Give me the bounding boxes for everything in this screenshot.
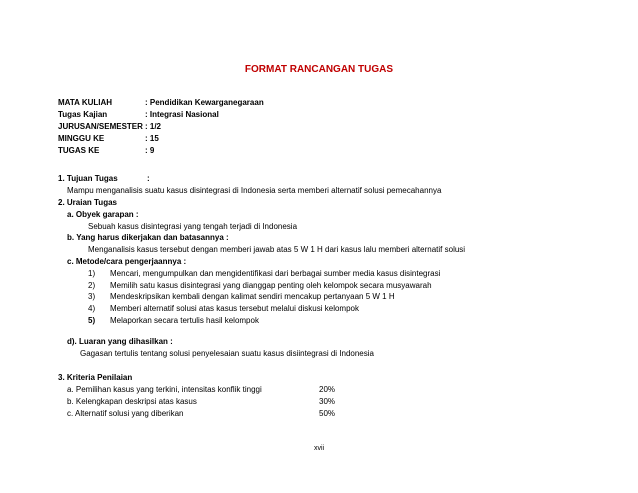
- meta-label: JURUSAN/SEMESTER: [58, 122, 143, 131]
- subsection-b-body: Menganalisis kasus tersebut dengan memberi jawab atas 5 W 1 H dari kasus lalu memberi alternatif solusi: [88, 245, 466, 254]
- list-item-text: Mendeskripsikan kembali dengan kalimat sendiri mencakup pertanyaan 5 W 1 H: [110, 292, 395, 301]
- meta-value: : Pendidikan Kewarganegaraan: [145, 98, 264, 107]
- list-item-text: Memilih satu kasus disintegrasi yang dianggap penting oleh kelompok secara musyawarah: [110, 281, 432, 290]
- criteria-text: b. Kelengkapan deskripsi atas kasus: [67, 397, 197, 406]
- subsection-a-body: Sebuah kasus disintegrasi yang tengah terjadi di Indonesia: [88, 222, 298, 231]
- criteria-percent: 50%: [319, 409, 336, 418]
- meta-label: MINGGU KE: [58, 134, 105, 143]
- list-item-text: Mencari, mengumpulkan dan mengidentifikasi dari berbagai sumber media kasus disintegrasi: [110, 269, 441, 278]
- list-item-number: 5): [88, 316, 96, 325]
- subsection-d-body: Gagasan tertulis tentang solusi penyelesaian suatu kasus disiintegrasi di Indonesia: [80, 349, 374, 358]
- list-item-text: Melaporkan secara tertulis hasil kelompok: [110, 316, 259, 325]
- subsection-c-heading: c. Metode/cara pengerjaannya :: [67, 257, 187, 266]
- meta-value: : 1/2: [145, 122, 162, 131]
- meta-value: : Integrasi Nasional: [145, 110, 219, 119]
- criteria-text: a. Pemilihan kasus yang terkini, intensitas konflik tinggi: [67, 385, 262, 394]
- meta-value: : 9: [145, 146, 155, 155]
- list-item-text: Memberi alternatif solusi atas kasus tersebut melalui diskusi kelompok: [110, 304, 359, 313]
- section-1-body: Mampu menganalisis suatu kasus disintegrasi di Indonesia serta memberi alternatif solusi pemecahannya: [67, 186, 442, 195]
- list-item-number: 4): [88, 304, 96, 313]
- section-1-heading: 1. Tujuan Tugas: [58, 174, 118, 183]
- meta-value: : 15: [145, 134, 159, 143]
- section-3-heading: 3. Kriteria Penilaian: [58, 373, 133, 382]
- section-2-heading: 2. Uraian Tugas: [58, 198, 117, 207]
- list-item-number: 2): [88, 281, 96, 290]
- criteria-text: c. Alternatif solusi yang diberikan: [67, 409, 184, 418]
- criteria-percent: 20%: [319, 385, 336, 394]
- criteria-percent: 30%: [319, 397, 336, 406]
- list-item-number: 1): [88, 269, 96, 278]
- list-item-number: 3): [88, 292, 96, 301]
- subsection-a-heading: a. Obyek garapan :: [67, 210, 139, 219]
- meta-label: TUGAS KE: [58, 146, 100, 155]
- page-number: xvii: [313, 445, 325, 452]
- subsection-d-heading: d). Luaran yang dihasilkan :: [67, 337, 173, 346]
- document-title: FORMAT RANCANGAN TUGAS: [244, 64, 394, 75]
- meta-label: MATA KULIAH: [58, 98, 113, 107]
- subsection-b-heading: b. Yang harus dikerjakan dan batasannya :: [67, 233, 229, 242]
- meta-label: Tugas Kajian: [58, 110, 108, 119]
- section-1-colon: :: [147, 174, 150, 183]
